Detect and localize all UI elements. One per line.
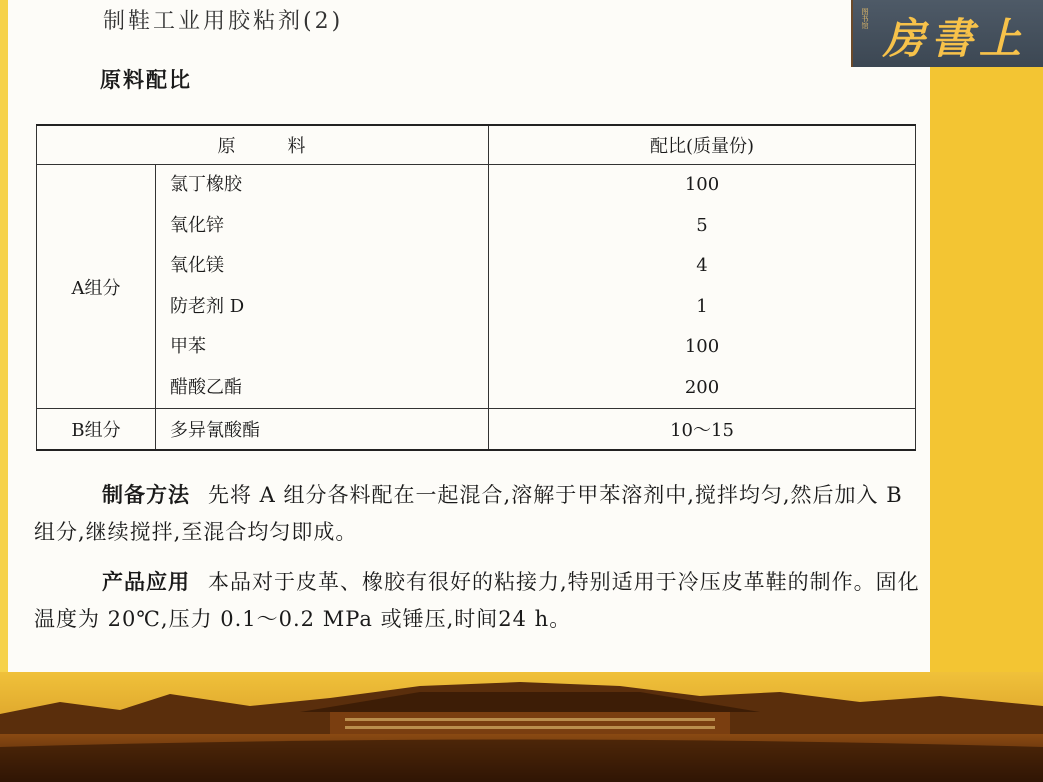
publisher-logo bbox=[851, 0, 1043, 67]
preparation-paragraph bbox=[34, 476, 924, 551]
preparation-text: 先将 A 组分各料配在一起混合,溶解于甲苯溶剂中,搅拌均匀,然后加入 B 组分,继续搅拌,至混合均匀即成。 bbox=[34, 483, 903, 544]
group-a-label: A组分 bbox=[37, 165, 156, 409]
preparation-label: 制备方法 bbox=[102, 482, 190, 507]
document-page bbox=[8, 0, 930, 690]
left-decorative-strip bbox=[0, 0, 8, 690]
section-heading: 原料配比 bbox=[100, 67, 192, 92]
material-item: 氧化镁 bbox=[170, 255, 224, 276]
group-b-material: 多异氰酸酯 bbox=[156, 409, 489, 451]
material-item: 防老剂 D bbox=[170, 295, 245, 317]
application-paragraph bbox=[34, 563, 924, 638]
material-item: 氧化锌 bbox=[170, 214, 224, 236]
ratio-value: 5 bbox=[696, 214, 708, 236]
table-row-group-b bbox=[37, 409, 916, 451]
application-label: 产品应用 bbox=[102, 569, 190, 594]
ratio-value: 100 bbox=[684, 336, 720, 357]
table-header-row bbox=[37, 125, 916, 165]
ratio-value: 200 bbox=[684, 376, 720, 398]
ratio-value: 1 bbox=[696, 295, 708, 317]
recipe-table bbox=[36, 124, 916, 451]
palace-silhouette-decoration bbox=[0, 672, 1043, 782]
book-title: 制鞋工业用胶粘剂(2) bbox=[103, 9, 344, 34]
ratio-value: 100 bbox=[684, 174, 720, 195]
group-a-ratios bbox=[489, 165, 916, 409]
logo-text: 房書上 bbox=[883, 14, 1028, 63]
material-item: 氯丁橡胶 bbox=[170, 174, 242, 195]
group-a-materials bbox=[156, 165, 489, 409]
seal-stamp: 图书馆 bbox=[861, 8, 869, 29]
group-b-label: B组分 bbox=[37, 409, 156, 451]
material-item: 甲苯 bbox=[170, 336, 206, 357]
col-header-ratio: 配比(质量份) bbox=[489, 125, 916, 165]
group-b-ratio: 10～15 bbox=[489, 409, 916, 451]
table-row-group-a bbox=[37, 165, 916, 409]
ratio-value: 4 bbox=[696, 255, 708, 276]
material-item: 醋酸乙酯 bbox=[170, 376, 242, 398]
application-text: 本品对于皮革、橡胶有很好的粘接力,特别适用于冷压皮革鞋的制作。固化温度为 20℃,压力 0.1～0.2 MPa 或锤压,时间24 h。 bbox=[34, 570, 920, 631]
col-header-material: 原料 bbox=[37, 125, 489, 165]
